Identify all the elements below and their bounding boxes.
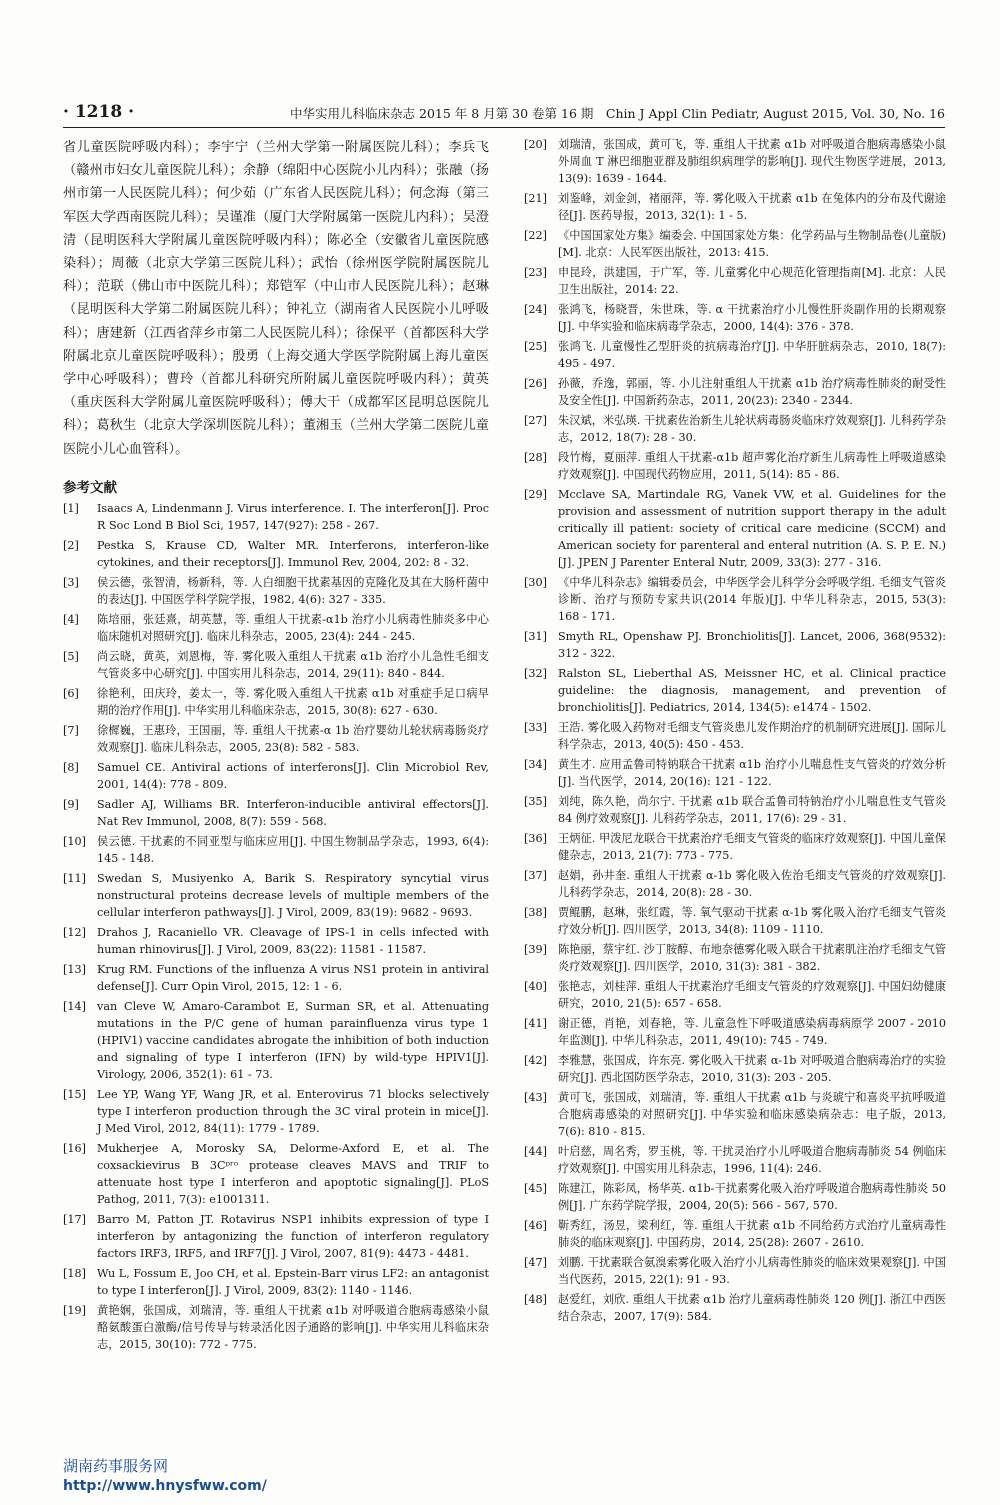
- reference-number: [45]: [524, 1182, 547, 1195]
- reference-number: [31]: [524, 630, 547, 643]
- reference-text: 刘纯，陈久艳，尚尔宁. 干扰素 α1b 联合孟鲁司特钠治疗小儿喘息性支气管炎 84 例疗效观察[J]. 儿科药学杂志，2011, 17(6): 29 - 31.: [558, 795, 946, 825]
- reference-number: [6]: [63, 686, 79, 700]
- left-column: [63, 136, 489, 1356]
- reference-item: [524, 904, 946, 938]
- references-heading: 参考文献: [63, 479, 117, 496]
- reference-item: [524, 190, 946, 224]
- reference-item: [63, 648, 489, 682]
- reference-number: [15]: [63, 1087, 86, 1101]
- reference-text: 侯云德，张智清，杨新科，等. 人白细胞干扰素基因的克隆化及其在大肠杆菌中的表达[J]. 中国医学科学院学报，1982, 4(6): 327 - 335.: [97, 575, 489, 606]
- reference-number: [19]: [63, 1303, 86, 1317]
- reference-number: [23]: [524, 266, 547, 279]
- page-number: · 1218 ·: [63, 102, 134, 122]
- reference-item: [524, 1015, 946, 1049]
- reference-item: [63, 961, 489, 995]
- reference-text: 徐艳利，田庆玲，姜太一，等. 雾化吸入重组人干扰素 α1b 对重症手足口病早期的治疗作用[J]. 中华实用儿科临床杂志，2015, 30(8): 627 - 630.: [97, 686, 489, 717]
- reference-number: [40]: [524, 980, 547, 993]
- reference-item: [524, 449, 946, 483]
- reference-text: 赵爱红，刘欣. 重组人干扰素 α1b 治疗儿童病毒性肺炎 120 例[J]. 浙江中西医结合杂志，2007, 17(9): 584.: [558, 1293, 946, 1323]
- reference-text: 《中国国家处方集》编委会. 中国国家处方集：化学药品与生物制品卷(儿童版)[M]. 北京：人民军医出版社，2013: 415.: [558, 229, 946, 259]
- reference-item: [524, 227, 946, 261]
- reference-item: [63, 998, 489, 1083]
- reference-text: 王炳征. 甲泼尼龙联合干扰素治疗毛细支气管炎的临床疗效观察[J]. 中国儿童保健杂志，2013, 21(7): 773 - 775.: [558, 832, 946, 862]
- reference-item: [63, 1140, 489, 1208]
- reference-item: [524, 830, 946, 864]
- reference-item: [63, 759, 489, 793]
- reference-item: [524, 941, 946, 975]
- reference-item: [524, 338, 946, 372]
- reference-text: 《中华儿科杂志》编辑委员会，中华医学会儿科学分会呼吸学组. 毛细支气管炎诊断、治疗与预防专家共识(2014 年版)[J]. 中华儿科杂志，2015, 53(3): 168 - 171.: [558, 576, 946, 623]
- reference-text: 刘鹏. 干扰素联合氨溴索雾化吸入治疗小儿病毒性肺炎的临床效果观察[J]. 中国当代医药，2015, 22(1): 91 - 93.: [558, 1256, 946, 1286]
- reference-text: 黄可飞，张国成，刘瑞清，等. 重组人干扰素 α1b 与炎琥宁和喜炎平抗呼吸道合胞病毒感染的对照研究[J]. 中华实验和临床感染病杂志：电子版，2013, 7(6): 810 - 815.: [558, 1091, 946, 1138]
- reference-item: [524, 301, 946, 335]
- reference-number: [16]: [63, 1141, 86, 1155]
- reference-item: [524, 375, 946, 409]
- reference-number: [39]: [524, 943, 547, 956]
- reference-text: 黄艳娴，张国成，刘瑞清，等. 重组人干扰素 α1b 对呼吸道合胞病毒感染小鼠酪氨酸蛋白激酶/信号传导与转录活化因子通路的影响[J]. 中华实用儿科临床杂志，2015, 30(10): 772 - 775.: [97, 1303, 489, 1351]
- reference-number: [11]: [63, 871, 86, 885]
- reference-text: 王浩. 雾化吸入药物对毛细支气管炎患儿发作期治疗的机制研究进展[J]. 国际儿科学杂志，2013, 40(5): 450 - 453.: [558, 721, 946, 751]
- reference-item: [524, 867, 946, 901]
- reference-item: [524, 1217, 946, 1251]
- reference-item: [524, 264, 946, 298]
- reference-item: [524, 412, 946, 446]
- reference-item: [63, 1265, 489, 1299]
- reference-number: [27]: [524, 414, 547, 427]
- reference-number: [28]: [524, 451, 547, 464]
- reference-text: Wu L, Fossum E, Joo CH, et al. Epstein-Barr virus LF2: an antagonist to type I interferon[J]. J Virol, 2009, 83(2): 1140 - 1146.: [97, 1266, 490, 1297]
- reference-item: [524, 1254, 946, 1288]
- reference-item: [524, 719, 946, 753]
- reference-number: [32]: [524, 667, 547, 680]
- reference-text: 孙薇，乔逸，郭丽，等. 小儿注射重组人干扰素 α1b 治疗病毒性肺炎的耐受性及安全性[J]. 中国新药杂志，2011, 20(23): 2340 - 2344.: [558, 377, 946, 407]
- reference-item: [524, 628, 946, 662]
- reference-number: [36]: [524, 832, 547, 845]
- reference-text: 叶启慈，周名秀，罗玉桃，等. 干扰灵治疗小儿呼吸道合胞病毒肺炎 54 例临床疗效观察[J]. 中国实用儿科杂志，1996, 11(4): 246.: [558, 1145, 946, 1175]
- reference-text: Samuel CE. Antiviral actions of interferons[J]. Clin Microbiol Rev, 2001, 14(4): 778 - 809.: [97, 760, 489, 791]
- reference-item: [524, 1291, 946, 1325]
- reference-number: [14]: [63, 999, 86, 1013]
- reference-number: [9]: [63, 797, 79, 811]
- reference-number: [7]: [63, 723, 79, 737]
- reference-text: 申昆玲，洪建国，于广军，等. 儿童雾化中心规范化管理指南[M]. 北京：人民卫生出版社，2014: 22.: [558, 266, 946, 296]
- reference-item: [63, 500, 489, 534]
- reference-item: [524, 1052, 946, 1086]
- reference-text: 张鸿飞. 儿童慢性乙型肝炎的抗病毒治疗[J]. 中华肝脏病杂志，2010, 18(7): 495 - 497.: [558, 340, 946, 370]
- reference-item: [524, 1180, 946, 1214]
- reference-item: [524, 486, 946, 571]
- reference-number: [22]: [524, 229, 547, 242]
- right-column: [524, 136, 946, 1328]
- reference-item: [63, 574, 489, 608]
- reference-number: [12]: [63, 925, 86, 939]
- reference-item: [63, 924, 489, 958]
- reference-text: 陈艳丽，蔡宇红. 沙丁胺醇、布地奈德雾化吸入联合干扰素肌注治疗毛细支气管炎疗效观察[J]. 四川医学，2010, 31(3): 381 - 382.: [558, 943, 946, 973]
- reference-item: [524, 756, 946, 790]
- reference-item: [63, 1302, 489, 1353]
- reference-text: 朱汉斌，米弘瑛. 干扰素佐治新生儿轮状病毒肠炎临床疗效观察[J]. 儿科药学杂志，2012, 18(7): 28 - 30.: [558, 414, 946, 444]
- reference-text: Drahos J, Racaniello VR. Cleavage of IPS-1 in cells infected with human rhinovirus[J]. J Virol, 2009, 83(22): 11581 - 11587.: [97, 925, 489, 956]
- reference-number: [5]: [63, 649, 79, 663]
- reference-text: 张鸿飞，杨晓晋，朱世珠，等. α 干扰素治疗小儿慢性肝炎副作用的长期观察[J]. 中华实验和临床病毒学杂志，2000, 14(4): 376 - 378.: [558, 303, 946, 333]
- reference-text: Mcclave SA, Martindale RG, Vanek VW, et al. Guidelines for the provision and assessment of nutrition support therapy in the adult critically ill patient: society of critical care medicine (SCCM) and American society for parenteral and enteral nutrition (A. S. P. E. N.)[J]. JPEN J Parenter Enteral Nutr, 2009, 33(3): 277 - 316.: [558, 488, 946, 569]
- reference-text: 贾鲲鹏，赵琳，张红霞，等. 氧气驱动干扰素 α-1b 雾化吸入治疗毛细支气管炎疗效分析[J]. 四川医学，2013, 34(8): 1109 - 1110.: [558, 906, 946, 936]
- reference-text: Mukherjee A, Morosky SA, Delorme-Axford E, et al. The coxsackievirus B 3Cᵖʳᵒ protease cleaves MAVS and TRIF to attenuate host type I interferon and apoptotic signaling[J]. PLoS Pathog, 2011, 7(3): e1001311.: [97, 1141, 489, 1206]
- reference-item: [524, 1089, 946, 1140]
- reference-item: [63, 1086, 489, 1137]
- reference-number: [3]: [63, 575, 79, 589]
- reference-number: [26]: [524, 377, 547, 390]
- author-affiliations-paragraph: 省儿童医院呼吸内科）；李宇宁（兰州大学第一附属医院儿科）；李兵飞（赣州市妇女儿童医院儿科）；余静（绵阳中心医院小儿内科）；张融（扬州市第一人民医院儿科）；何少茹（广东省人民医院儿科）；何念海（第三军医大学西南医院儿科）；吴谨准（厦门大学附属第一医院儿内科）；吴澄清（昆明医科大学附属儿童医院呼吸内科）；陈必全（安徽省儿童医院感染科）；周薇（北京大学第三医院儿科）；武怡（徐州医学院附属医院儿科）；范联（佛山市中医院儿科）；郑铠军（中山市人民医院儿科）；赵琳（昆明医科大学第二附属医院儿科）；钟礼立（湖南省人民医院小儿呼吸科）；唐建新（江西省萍乡市第二人民医院儿科）；徐保平（首都医科大学附属北京儿童医院呼吸科）；殷勇（上海交通大学医学院附属上海儿童医学中心呼吸科）；曹玲（首都儿科研究所附属儿童医院呼吸内科）；黄英（重庆医科大学附属儿童医院呼吸科）；傅大干（成都军区昆明总医院儿科）；葛秋生（北京大学深圳医院儿科）；董湘玉（兰州大学第二医院儿童医院小儿心血管科）。: [63, 140, 489, 457]
- reference-item: [63, 833, 489, 867]
- page-header: [63, 102, 945, 128]
- journal-running-head: 中华实用儿科临床杂志 2015 年 8 月第 30 卷第 16 期 Chin J Appl Clin Pediatr, August 2015, Vol. 30, No. 16: [290, 106, 945, 121]
- reference-item: [63, 870, 489, 921]
- reference-number: [17]: [63, 1212, 86, 1226]
- reference-number: [41]: [524, 1017, 547, 1030]
- reference-number: [4]: [63, 612, 79, 626]
- reference-number: [10]: [63, 834, 86, 848]
- reference-text: Krug RM. Functions of the influenza A virus NS1 protein in antiviral defense[J]. Curr Opin Virol, 2015, 12: 1 - 6.: [97, 962, 489, 993]
- reference-text: Barro M, Patton JT. Rotavirus NSP1 inhibits expression of type I interferon by antagonizing the function of interferon regulatory factors IRF3, IRF5, and IRF7[J]. J Virol, 2007, 81(9): 4473 - 4481.: [97, 1212, 489, 1260]
- reference-text: Lee YP, Wang YF, Wang JR, et al. Enterovirus 71 blocks selectively type I interferon production through the 3C viral protein in mice[J]. J Med Virol, 2012, 84(11): 1779 - 1789.: [97, 1087, 489, 1135]
- reference-number: [47]: [524, 1256, 547, 1269]
- reference-text: van Cleve W, Amaro-Carambot E, Surman SR, et al. Attenuating mutations in the P/C gene of human parainfluenza virus type 1 (HPIV1) vaccine candidates abrogate the inhibition of both induction and signaling of type I interferon (IFN) by wild-type HPIV1[J]. Virology, 2006, 352(1): 61 - 73.: [97, 999, 489, 1081]
- reference-text: Ralston SL, Lieberthal AS, Meissner HC, et al. Clinical practice guideline: the diagnosis, management, and prevention of bronchiolitis[J]. Pediatrics, 2014, 134(5): e1474 - 1502.: [558, 667, 946, 714]
- reference-text: 靳秀红，汤昱，梁利红，等. 重组人干扰素 α1b 不同给药方式治疗儿童病毒性肺炎的临床观察[J]. 中国药房，2014, 25(28): 2607 - 2610.: [558, 1219, 946, 1249]
- reference-number: [1]: [63, 501, 79, 515]
- reference-number: [18]: [63, 1266, 86, 1280]
- reference-number: [43]: [524, 1091, 547, 1104]
- reference-item: [63, 537, 489, 571]
- reference-text: Sadler AJ, Williams BR. Interferon-inducible antiviral effectors[J]. Nat Rev Immunol, 2008, 8(7): 559 - 568.: [97, 797, 489, 828]
- reference-item: [524, 793, 946, 827]
- reference-text: 陈培丽，张廷熹，胡英慧，等. 重组人干扰素-α1b 治疗小儿病毒性肺炎多中心临床随机对照研究[J]. 临床儿科杂志，2005, 23(4): 244 - 245.: [97, 612, 489, 643]
- reference-text: 刘瑞清，张国成，黄可飞，等. 重组人干扰素 α1b 对呼吸道合胞病毒感染小鼠外周血 T 淋巴细胞亚群及肺组织病理学的影响[J]. 现代生物医学进展，2013, 13(9): 1639 - 1644.: [558, 138, 946, 185]
- reference-number: [30]: [524, 576, 547, 589]
- reference-number: [33]: [524, 721, 547, 734]
- reference-number: [37]: [524, 869, 547, 882]
- reference-text: Pestka S, Krause CD, Walter MR. Interferons, interferon-like cytokines, and their receptors[J]. Immunol Rev, 2004, 202: 8 - 32.: [97, 538, 489, 569]
- reference-text: 赵娟，孙井奎. 重组人干扰素 α-1b 雾化吸入佐治毛细支气管炎的疗效观察[J]. 儿科药学杂志，2014, 20(8): 28 - 30.: [558, 869, 946, 899]
- reference-number: [24]: [524, 303, 547, 316]
- reference-item: [524, 978, 946, 1012]
- references-list-left: [63, 500, 489, 1353]
- reference-text: 黄生才. 应用孟鲁司特钠联合干扰素 α1b 治疗小儿喘息性支气管炎的疗效分析[J]. 当代医学，2014, 20(16): 121 - 122.: [558, 758, 946, 788]
- reference-item: [524, 574, 946, 625]
- reference-text: 尚云晓，黄英，刘恩梅，等. 雾化吸入重组人干扰素 α1b 治疗小儿急性毛细支气管炎多中心研究[J]. 中国实用儿科杂志，2014, 29(11): 840 - 844.: [97, 649, 489, 680]
- reference-number: [21]: [524, 192, 547, 205]
- reference-text: 段竹梅，夏丽萍. 重组人干扰素-α1b 超声雾化治疗新生儿病毒性上呼吸道感染疗效观察[J]. 中国现代药物应用，2011, 5(14): 85 - 86.: [558, 451, 946, 481]
- reference-item: [63, 1211, 489, 1262]
- reference-number: [25]: [524, 340, 547, 353]
- reference-text: Smyth RL, Openshaw PJ. Bronchiolitis[J]. Lancet, 2006, 368(9532): 312 - 322.: [558, 630, 946, 660]
- reference-item: [63, 685, 489, 719]
- reference-text: 徐樨巍，王惠玲，王国丽，等. 重组人干扰素-α 1b 治疗婴幼儿轮状病毒肠炎疗效观察[J]. 临床儿科杂志，2005, 23(8): 582 - 583.: [97, 723, 489, 754]
- reference-item: [524, 1143, 946, 1177]
- reference-text: 谢正德，肖艳，刘春艳，等. 儿童急性下呼吸道感染病毒病原学 2007 - 2010 年监测[J]. 中华儿科杂志，2011, 49(10): 745 - 749.: [558, 1017, 946, 1047]
- reference-number: [13]: [63, 962, 86, 976]
- reference-number: [38]: [524, 906, 547, 919]
- reference-item: [63, 611, 489, 645]
- reference-number: [2]: [63, 538, 79, 552]
- references-list-right: [524, 136, 946, 1325]
- reference-number: [35]: [524, 795, 547, 808]
- reference-number: [42]: [524, 1054, 547, 1067]
- reference-text: 陈建江，陈彩凤，杨华英. α1b-干扰素雾化吸入治疗呼吸道合胞病毒性肺炎 50 例[J]. 广东药学院学报，2004, 20(5): 566 - 567, 570.: [558, 1182, 946, 1212]
- reference-number: [8]: [63, 760, 79, 774]
- reference-item: [524, 136, 946, 187]
- reference-number: [44]: [524, 1145, 547, 1158]
- reference-number: [48]: [524, 1293, 547, 1306]
- reference-item: [524, 665, 946, 716]
- header-rule: [63, 127, 945, 128]
- reference-item: [63, 722, 489, 756]
- reference-number: [46]: [524, 1219, 547, 1232]
- reference-item: [63, 796, 489, 830]
- reference-text: Isaacs A, Lindenmann J. Virus interference. I. The interferon[J]. Proc R Soc Lond B Biol Sci, 1957, 147(927): 258 - 267.: [97, 501, 489, 532]
- reference-text: 张艳志，刘桂萍. 重组人干扰素治疗毛细支气管炎的疗效观察[J]. 中国妇幼健康研究，2010, 21(5): 657 - 658.: [558, 980, 946, 1010]
- reference-text: 侯云德. 干扰素的不同亚型与临床应用[J]. 中国生物制品学杂志，1993, 6(4): 145 - 148.: [97, 834, 489, 865]
- reference-text: Swedan S, Musiyenko A, Barik S. Respiratory syncytial virus nonstructural proteins decrease levels of multiple members of the cellular interferon pathways[J]. J Virol, 2009, 83(19): 9682 - 9693.: [97, 871, 489, 919]
- watermark-footer: [63, 1456, 267, 1496]
- reference-number: [20]: [524, 138, 547, 151]
- watermark-site-name: 湖南药事服务网: [63, 1457, 169, 1475]
- reference-number: [34]: [524, 758, 547, 771]
- reference-text: 李雅慧，张国成，许东亮. 雾化吸入干扰素 α-1b 对呼吸道合胞病毒治疗的实验研究[J]. 西北国防医学杂志，2010, 31(3): 203 - 205.: [558, 1054, 946, 1084]
- reference-number: [29]: [524, 488, 547, 501]
- watermark-url: http://www.hnysfww.com/: [63, 1478, 267, 1494]
- reference-text: 刘鉴峰，刘金剑，褚丽萍，等. 雾化吸入干扰素 α1b 在兔体内的分布及代谢途径[J]. 医药导报，2013, 32(1): 1 - 5.: [558, 192, 946, 222]
